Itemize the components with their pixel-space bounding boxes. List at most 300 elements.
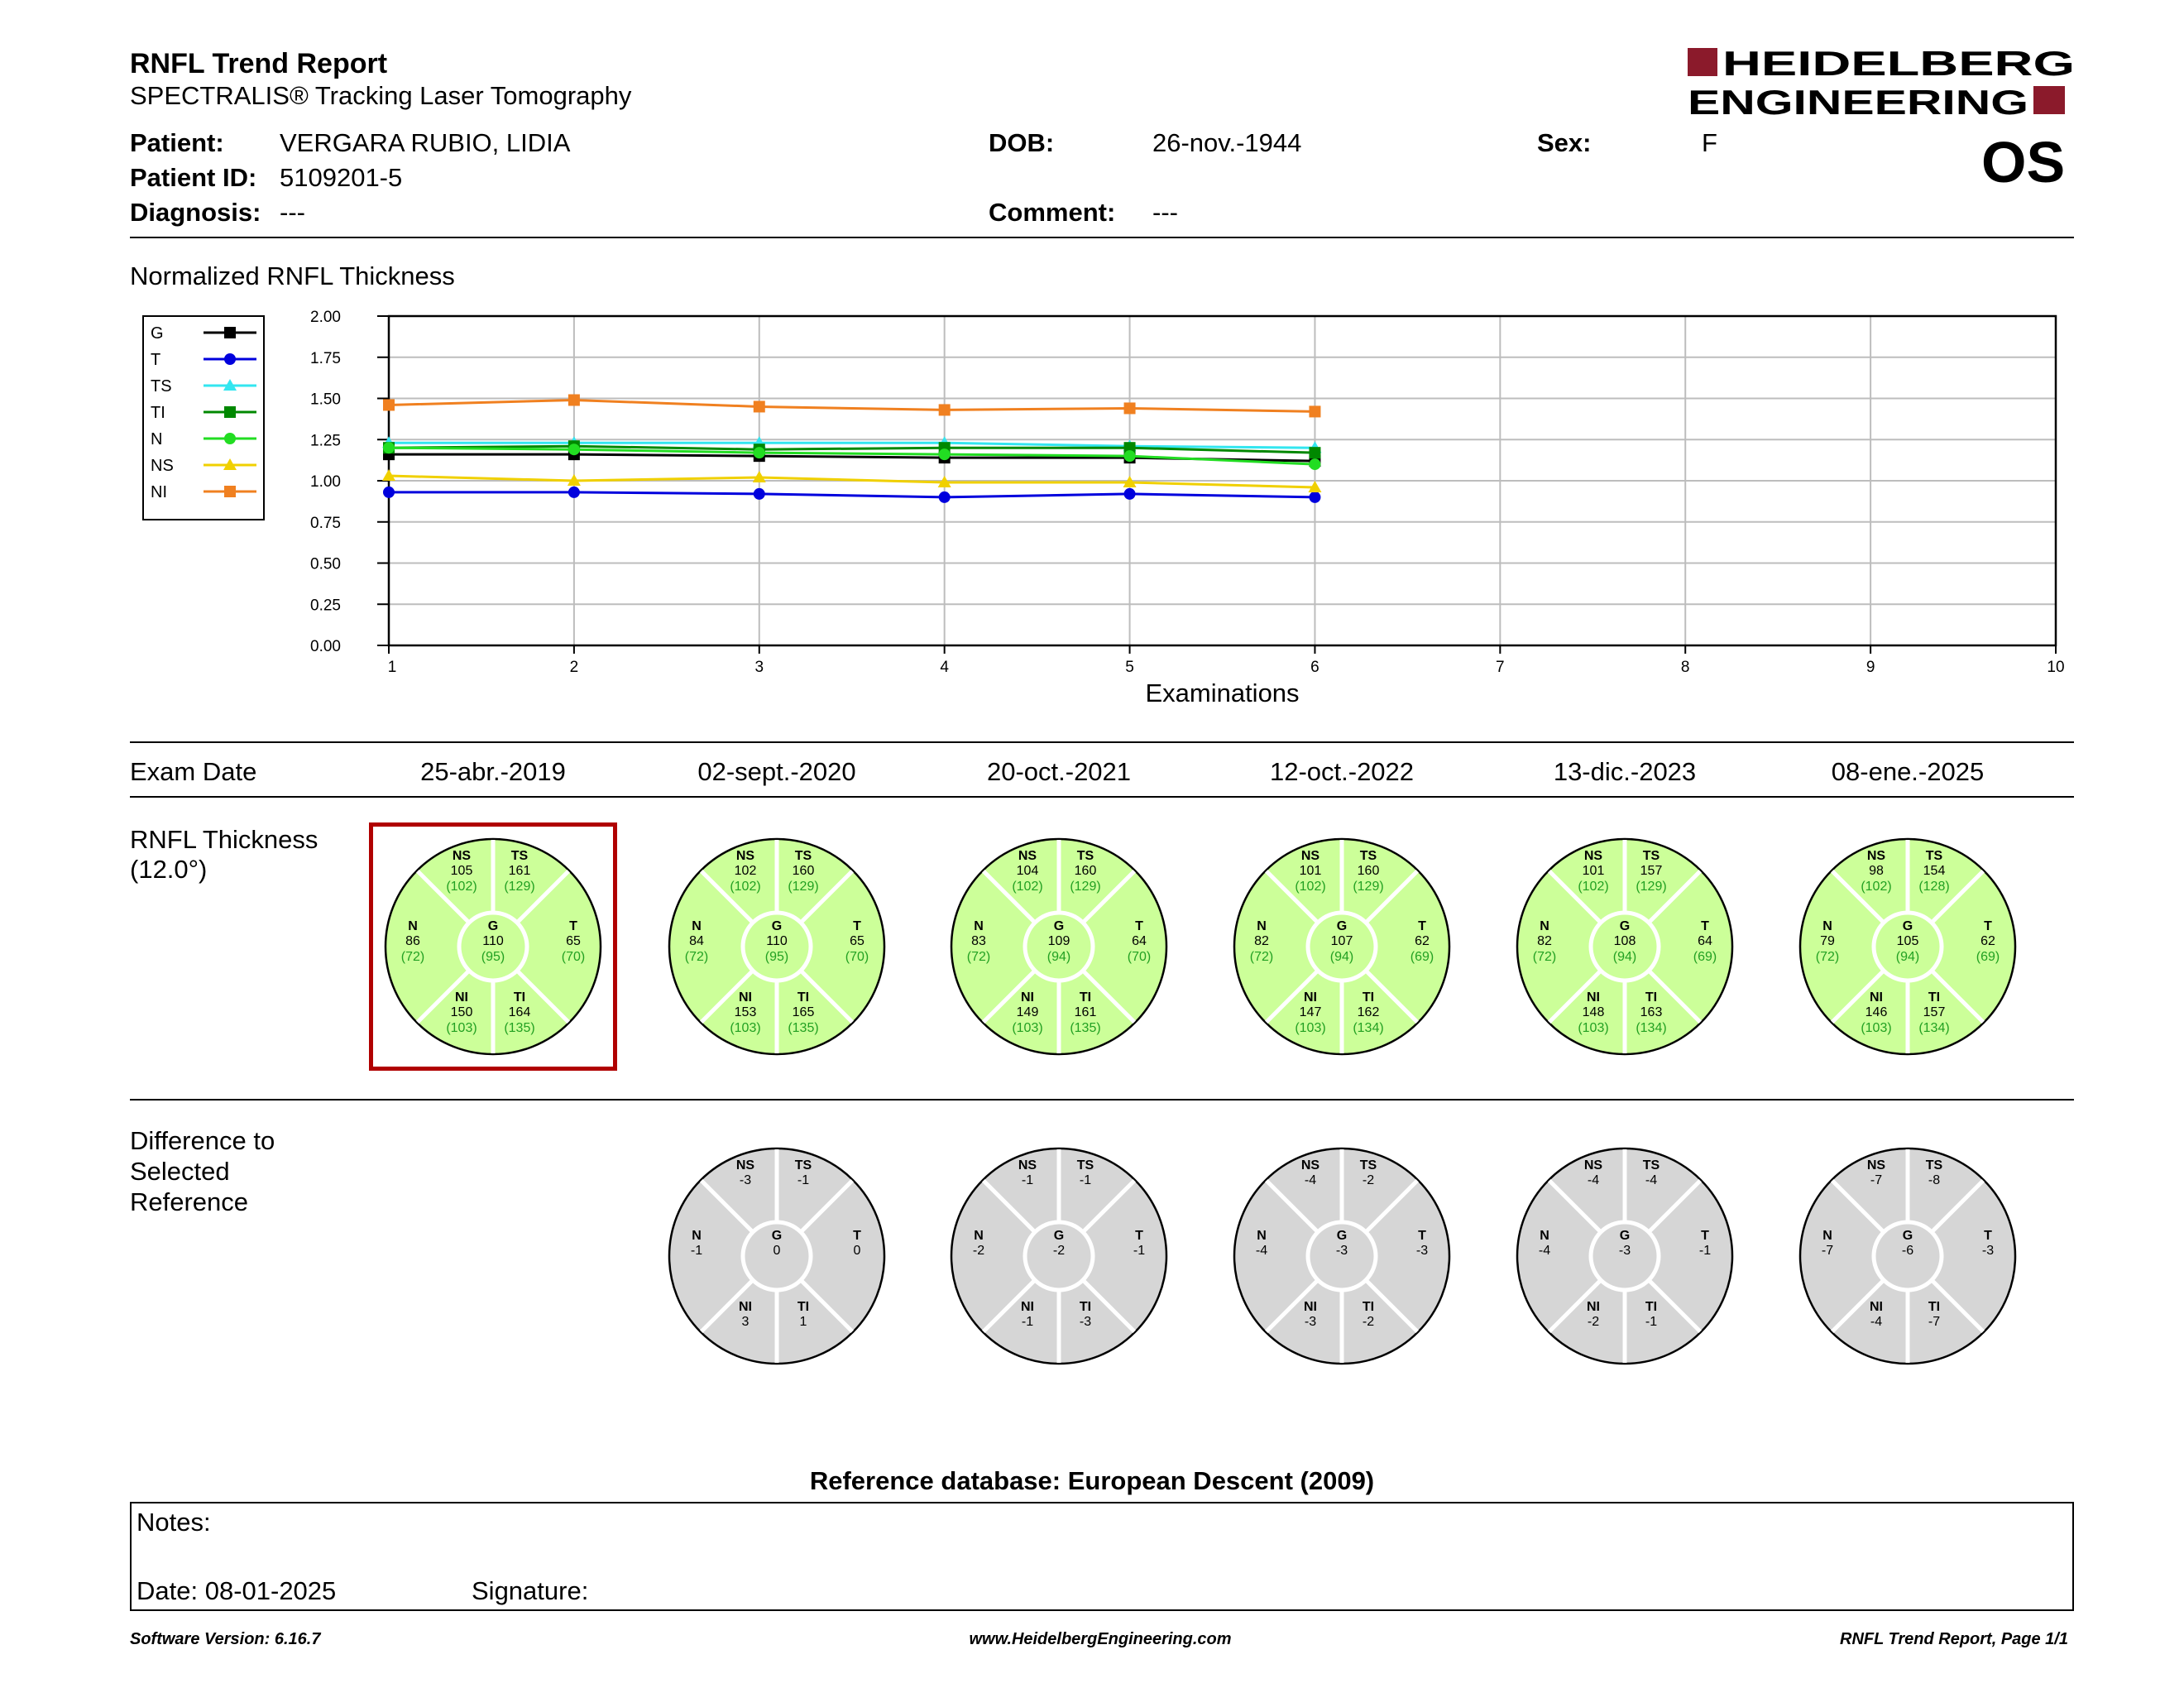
y-tick-label: 1.25 [310, 432, 341, 450]
sector-diff-ni: -1 [1021, 1315, 1034, 1329]
sector-name-ti: TI [797, 990, 810, 1005]
data-point-ni [568, 394, 580, 405]
sector-normal-ts: (128) [1918, 880, 1950, 894]
sector-name-ns: NS [1018, 1158, 1037, 1172]
thickness-circle-6 [1798, 837, 2018, 1057]
sector-diff-t: -1 [1133, 1244, 1146, 1258]
sector-value-ns: 98 [1869, 864, 1884, 878]
sector-value-ni: 147 [1299, 1005, 1322, 1019]
sector-value-t: 64 [1698, 934, 1712, 948]
difference-circle-5 [1515, 1146, 1735, 1366]
sector-name-ti: TI [1928, 1300, 1941, 1314]
difference-circle-6 [1798, 1146, 2018, 1366]
sector-name-ts: TS [794, 1158, 812, 1172]
sector-normal-ni: (103) [1295, 1021, 1326, 1035]
sector-name-ni: NI [739, 1300, 752, 1314]
sector-value-ts: 157 [1640, 864, 1663, 878]
sector-normal-t: (70) [845, 950, 869, 964]
sector-name-n: N [974, 1229, 984, 1243]
sector-name-t: T [853, 919, 861, 933]
sector-diff-ns: -3 [739, 1173, 752, 1187]
sector-value-n: 82 [1537, 934, 1552, 948]
sector-normal-t: (69) [1976, 950, 2000, 964]
exam-date-3: 20-oct.-2021 [986, 757, 1132, 786]
sector-name-ts: TS [1642, 849, 1660, 863]
sector-diff-ti: -1 [1645, 1315, 1658, 1329]
sector-normal-ti: (135) [504, 1021, 535, 1035]
y-tick-label: 0.25 [310, 597, 341, 615]
sector-name-ni: NI [1587, 990, 1600, 1005]
sector-name-ns: NS [1018, 849, 1037, 863]
y-tick-label: 2.00 [310, 309, 341, 326]
sector-value-t: 62 [1980, 934, 1995, 948]
sector-value-ni: 149 [1016, 1005, 1039, 1019]
sector-name-ti: TI [1928, 990, 1941, 1005]
sector-normal-t: (70) [1127, 950, 1152, 964]
sector-name-ts: TS [1642, 1158, 1660, 1172]
sector-normal-ns: (102) [446, 880, 477, 894]
sector-value-ni: 153 [734, 1005, 757, 1019]
sector-name-n: N [1257, 1229, 1267, 1243]
sector-value-ti: 157 [1923, 1005, 1946, 1019]
sector-name-ni: NI [1304, 990, 1317, 1005]
sector-normal-ts: (129) [1070, 880, 1101, 894]
sector-diff-t: 0 [853, 1244, 861, 1258]
legend [143, 316, 264, 520]
sector-diff-g: -3 [1618, 1244, 1631, 1258]
patient-id-label: Patient ID: [130, 163, 257, 192]
sector-normal-ns: (102) [730, 880, 761, 894]
difference-divider [130, 1099, 2074, 1101]
sector-name-ns: NS [735, 849, 755, 863]
data-point-t [1124, 488, 1136, 500]
series-line-ni [389, 400, 1315, 411]
sector-name-n: N [1257, 919, 1267, 933]
sector-diff-ts: -1 [1079, 1173, 1092, 1187]
sector-name-ni: NI [1587, 1300, 1600, 1314]
sector-normal-g: (95) [481, 950, 505, 964]
sector-normal-ni: (103) [446, 1021, 477, 1035]
sector-diff-n: -2 [972, 1244, 985, 1258]
sector-name-ti: TI [1362, 990, 1375, 1005]
sector-normal-ns: (102) [1012, 880, 1043, 894]
legend-marker [224, 433, 236, 444]
sector-normal-t: (69) [1410, 950, 1434, 964]
sector-value-n: 86 [405, 934, 420, 948]
sector-name-n: N [692, 1229, 702, 1243]
sector-normal-ni: (103) [1861, 1021, 1892, 1035]
sector-name-ns: NS [1866, 849, 1886, 863]
sector-value-ns: 105 [450, 864, 473, 878]
sector-normal-n: (72) [966, 950, 991, 964]
logo-square-top [1688, 48, 1717, 76]
sector-name-ti: TI [1079, 1300, 1092, 1314]
sector-diff-g: -2 [1052, 1244, 1066, 1258]
x-tick-label: 8 [1680, 659, 1690, 676]
sector-diff-ns: -1 [1021, 1173, 1034, 1187]
legend-label: NI [151, 483, 167, 501]
exam-date-6: 08-ene.-2025 [1831, 757, 1985, 786]
sector-name-ni: NI [1021, 990, 1034, 1005]
legend-label: N [151, 430, 163, 448]
exam-date-divider-top [130, 741, 2074, 743]
sector-name-ns: NS [735, 1158, 755, 1172]
data-point-ni [383, 399, 395, 410]
sector-normal-n: (72) [1249, 950, 1274, 964]
exam-date-4: 12-oct.-2022 [1269, 757, 1415, 786]
data-point-t [1309, 492, 1320, 503]
difference-circle-4 [1232, 1146, 1452, 1366]
sector-normal-g: (95) [764, 950, 789, 964]
x-tick-label: 4 [940, 659, 949, 676]
sector-name-ni: NI [1304, 1300, 1317, 1314]
sector-name-g: G [1902, 1229, 1913, 1243]
sector-name-n: N [1822, 919, 1832, 933]
sector-name-ts: TS [794, 849, 812, 863]
sector-value-ni: 146 [1865, 1005, 1888, 1019]
report-subtitle: SPECTRALIS® Tracking Laser Tomography [130, 81, 632, 110]
sector-name-g: G [1619, 1229, 1631, 1243]
sector-value-ns: 104 [1016, 864, 1039, 878]
sex-label: Sex: [1537, 128, 1592, 157]
sector-value-t: 62 [1415, 934, 1430, 948]
sector-diff-g: -6 [1901, 1244, 1914, 1258]
sector-diff-ni: -3 [1304, 1315, 1317, 1329]
sector-normal-ns: (102) [1861, 880, 1892, 894]
sector-normal-ts: (129) [504, 880, 535, 894]
sector-normal-ts: (129) [1353, 880, 1384, 894]
chart-title: Normalized RNFL Thickness [130, 261, 455, 290]
y-tick-label: 1.50 [310, 391, 341, 409]
sector-diff-ti: -3 [1079, 1315, 1092, 1329]
sector-normal-t: (69) [1693, 950, 1717, 964]
sector-diff-ns: -4 [1587, 1173, 1600, 1187]
sector-diff-ns: -7 [1870, 1173, 1883, 1187]
sector-value-ns: 101 [1299, 864, 1322, 878]
sector-name-t: T [569, 919, 577, 933]
dob-value: 26-nov.-1944 [1152, 128, 1302, 157]
sector-value-ts: 161 [508, 864, 531, 878]
thickness-circle-2 [667, 837, 887, 1057]
sector-normal-n: (72) [684, 950, 709, 964]
sector-diff-ti: -7 [1928, 1315, 1941, 1329]
dob-label: DOB: [989, 128, 1055, 157]
eye-indicator: OS [1981, 130, 2066, 194]
difference-label-line3: Reference [130, 1187, 249, 1216]
website: www.HeidelbergEngineering.com [969, 1630, 1232, 1648]
y-tick-label: 1.75 [310, 349, 341, 367]
sector-name-ts: TS [1359, 1158, 1377, 1172]
x-tick-label: 7 [1496, 659, 1505, 676]
sector-diff-g: -3 [1335, 1244, 1348, 1258]
signature-label: Signature: [472, 1576, 589, 1605]
x-tick-label: 2 [569, 659, 579, 676]
data-point-t [383, 487, 395, 498]
page-number: RNFL Trend Report, Page 1/1 [1840, 1630, 2068, 1648]
sector-normal-ns: (102) [1578, 880, 1609, 894]
sex-value: F [1702, 128, 1717, 157]
sector-name-ni: NI [455, 990, 468, 1005]
sector-value-g: 110 [482, 934, 504, 948]
sector-name-ti: TI [1645, 990, 1658, 1005]
legend-label: TS [151, 377, 172, 396]
y-tick-label: 0.75 [310, 514, 341, 532]
sector-normal-ts: (129) [788, 880, 819, 894]
sector-diff-t: -3 [1981, 1244, 1995, 1258]
data-point-ti [1309, 447, 1320, 458]
sector-value-ts: 160 [1357, 864, 1380, 878]
notes-box [130, 1502, 2074, 1611]
sector-name-ti: TI [797, 1300, 810, 1314]
sector-diff-t: -3 [1415, 1244, 1429, 1258]
legend-marker [224, 353, 236, 365]
sector-normal-ts: (129) [1636, 880, 1667, 894]
sector-diff-t: -1 [1698, 1244, 1712, 1258]
sector-diff-g: 0 [773, 1244, 781, 1258]
exam-date-5: 13-dic.-2023 [1553, 757, 1697, 786]
sector-name-ns: NS [1583, 849, 1603, 863]
y-tick-label: 0.00 [310, 638, 341, 655]
sector-name-g: G [1053, 919, 1065, 933]
exam-date-2: 02-sept.-2020 [697, 757, 856, 786]
reference-database: Reference database: European Descent (2009) [809, 1466, 1375, 1495]
report-title: RNFL Trend Report [130, 48, 388, 79]
diagnosis-value: --- [280, 198, 305, 227]
exam-date-label: Exam Date [130, 757, 257, 786]
exam-date-1: 25-abr.-2019 [420, 757, 566, 786]
sector-diff-n: -4 [1538, 1244, 1551, 1258]
sector-name-t: T [1418, 1229, 1426, 1243]
notes-label: Notes: [136, 1508, 211, 1537]
sector-value-ns: 101 [1582, 864, 1605, 878]
sector-name-g: G [1053, 1229, 1065, 1243]
sector-normal-n: (72) [1815, 950, 1840, 964]
sector-normal-g: (94) [1895, 950, 1920, 964]
diagnosis-label: Diagnosis: [130, 198, 261, 227]
sector-normal-ti: (135) [1070, 1021, 1101, 1035]
sector-name-ts: TS [1076, 849, 1094, 863]
sector-name-t: T [1701, 919, 1709, 933]
difference-label-line2: Selected [130, 1157, 230, 1186]
sector-diff-ns: -4 [1304, 1173, 1317, 1187]
data-point-t [754, 488, 765, 500]
sector-name-t: T [1135, 1229, 1143, 1243]
patient-value: VERGARA RUBIO, LIDIA [280, 128, 571, 157]
sector-diff-ts: -1 [797, 1173, 810, 1187]
sector-diff-ti: 1 [799, 1315, 807, 1329]
sector-value-t: 65 [566, 934, 581, 948]
sector-name-t: T [1701, 1229, 1709, 1243]
sector-name-n: N [974, 919, 984, 933]
thickness-label-line1: RNFL Thickness [130, 825, 318, 854]
sector-normal-ti: (134) [1353, 1021, 1384, 1035]
sector-value-n: 83 [971, 934, 986, 948]
report-date: Date: 08-01-2025 [136, 1576, 337, 1605]
sector-value-t: 64 [1132, 934, 1147, 948]
sector-name-ts: TS [510, 849, 529, 863]
sector-normal-t: (70) [561, 950, 586, 964]
sector-diff-ni: -4 [1870, 1315, 1883, 1329]
comment-value: --- [1152, 198, 1178, 227]
difference-circle-3 [949, 1146, 1169, 1366]
logo-square-bottom [2033, 86, 2065, 114]
y-tick-label: 1.00 [310, 473, 341, 491]
y-tick-label: 0.50 [310, 555, 341, 573]
sector-normal-ti: (134) [1636, 1021, 1667, 1035]
sector-name-ni: NI [739, 990, 752, 1005]
sector-value-g: 108 [1613, 934, 1636, 948]
thickness-circle-5 [1515, 837, 1735, 1057]
sector-diff-ts: -2 [1362, 1173, 1375, 1187]
thickness-circle-1 [383, 837, 603, 1057]
sector-name-g: G [1902, 919, 1913, 933]
thickness-label-line2: (12.0°) [130, 855, 208, 884]
legend-label: TI [151, 404, 165, 422]
difference-circle-2 [667, 1146, 887, 1366]
data-point-t [568, 487, 580, 498]
heidelberg-logo [1688, 46, 2076, 117]
sector-value-g: 109 [1047, 934, 1070, 948]
sector-name-ti: TI [1362, 1300, 1375, 1314]
x-tick-label: 3 [754, 659, 764, 676]
legend-marker [224, 486, 236, 497]
series-line-t [389, 492, 1315, 497]
sector-name-ns: NS [1300, 849, 1320, 863]
data-point-ni [754, 400, 765, 412]
sector-name-g: G [1336, 1229, 1348, 1243]
data-point-ni [1309, 405, 1320, 417]
sector-value-ts: 154 [1923, 864, 1946, 878]
software-version: Software Version: 6.16.7 [130, 1630, 321, 1648]
sector-name-ti: TI [513, 990, 526, 1005]
sector-name-n: N [1822, 1229, 1832, 1243]
sector-normal-ti: (135) [788, 1021, 819, 1035]
x-tick-label: 6 [1310, 659, 1320, 676]
logo-line2: ENGINEERING [1688, 83, 2028, 117]
sector-diff-ts: -8 [1928, 1173, 1941, 1187]
sector-name-t: T [1418, 919, 1426, 933]
sector-value-g: 105 [1896, 934, 1919, 948]
sector-normal-ni: (103) [730, 1021, 761, 1035]
x-tick-label: 10 [2047, 659, 2065, 676]
comment-label: Comment: [989, 198, 1116, 227]
sector-name-ns: NS [1583, 1158, 1603, 1172]
sector-name-ts: TS [1359, 849, 1377, 863]
sector-name-t: T [1984, 1229, 1992, 1243]
exam-date-divider-bottom [130, 796, 2074, 798]
data-point-t [939, 492, 951, 503]
series-t [383, 487, 1320, 503]
data-point-n [754, 447, 765, 458]
sector-name-ns: NS [1300, 1158, 1320, 1172]
sector-name-ti: TI [1645, 1300, 1658, 1314]
patient-label: Patient: [130, 128, 224, 157]
data-point-n [568, 444, 580, 455]
sector-value-g: 110 [766, 934, 788, 948]
x-tick-label: 9 [1866, 659, 1875, 676]
sector-value-ti: 162 [1357, 1005, 1380, 1019]
sector-value-n: 79 [1820, 934, 1835, 948]
data-point-n [939, 448, 951, 460]
sector-name-t: T [1984, 919, 1992, 933]
sector-name-t: T [1135, 919, 1143, 933]
legend-label: G [151, 324, 164, 343]
sector-name-ni: NI [1870, 1300, 1883, 1314]
sector-value-ti: 163 [1640, 1005, 1663, 1019]
sector-normal-ni: (103) [1578, 1021, 1609, 1035]
x-tick-label: 5 [1125, 659, 1134, 676]
header-divider [130, 237, 2074, 238]
sector-normal-ti: (134) [1918, 1021, 1950, 1035]
legend-marker [224, 406, 236, 418]
sector-name-ts: TS [1925, 1158, 1943, 1172]
data-point-ni [1124, 402, 1136, 414]
thickness-circle-3 [949, 837, 1169, 1057]
sector-diff-ti: -2 [1362, 1315, 1375, 1329]
thickness-circle-4 [1232, 837, 1452, 1057]
sector-diff-n: -1 [690, 1244, 703, 1258]
sector-name-n: N [1540, 1229, 1549, 1243]
legend-marker [224, 327, 236, 338]
sector-normal-n: (72) [1532, 950, 1557, 964]
sector-normal-g: (94) [1329, 950, 1354, 964]
data-point-n [1124, 450, 1136, 462]
sector-value-t: 65 [850, 934, 864, 948]
sector-diff-ni: 3 [741, 1315, 750, 1329]
sector-value-ts: 160 [792, 864, 815, 878]
sector-value-n: 82 [1254, 934, 1269, 948]
sector-name-g: G [771, 1229, 783, 1243]
sector-value-ti: 164 [508, 1005, 531, 1019]
sector-name-ns: NS [1866, 1158, 1886, 1172]
sector-diff-n: -4 [1255, 1244, 1268, 1258]
sector-name-g: G [1619, 919, 1631, 933]
sector-value-n: 84 [689, 934, 704, 948]
patient-id-value: 5109201-5 [280, 163, 403, 192]
sector-value-ti: 161 [1074, 1005, 1097, 1019]
sector-value-ns: 102 [734, 864, 757, 878]
sector-value-ts: 160 [1074, 864, 1097, 878]
trend-chart [132, 298, 2068, 720]
data-point-n [383, 442, 395, 453]
sector-value-ti: 165 [792, 1005, 815, 1019]
sector-name-g: G [487, 919, 499, 933]
sector-normal-ns: (102) [1295, 880, 1326, 894]
sector-name-ns: NS [452, 849, 472, 863]
sector-value-g: 107 [1330, 934, 1353, 948]
sector-diff-ts: -4 [1645, 1173, 1658, 1187]
sector-normal-ni: (103) [1012, 1021, 1043, 1035]
sector-value-ni: 148 [1582, 1005, 1605, 1019]
sector-name-ni: NI [1021, 1300, 1034, 1314]
sector-name-t: T [853, 1229, 861, 1243]
sector-normal-n: (72) [400, 950, 425, 964]
sector-name-n: N [1540, 919, 1549, 933]
sector-name-ts: TS [1076, 1158, 1094, 1172]
logo-line1: HEIDELBERG [1722, 46, 2075, 83]
legend-label: NS [151, 457, 174, 475]
sector-name-g: G [1336, 919, 1348, 933]
sector-value-ni: 150 [450, 1005, 473, 1019]
sector-name-ni: NI [1870, 990, 1883, 1005]
sector-name-ti: TI [1079, 990, 1092, 1005]
sector-name-n: N [408, 919, 418, 933]
difference-label-line1: Difference to [130, 1126, 275, 1155]
x-tick-label: 1 [387, 659, 397, 676]
sector-name-n: N [692, 919, 702, 933]
sector-diff-n: -7 [1821, 1244, 1834, 1258]
sector-name-g: G [771, 919, 783, 933]
